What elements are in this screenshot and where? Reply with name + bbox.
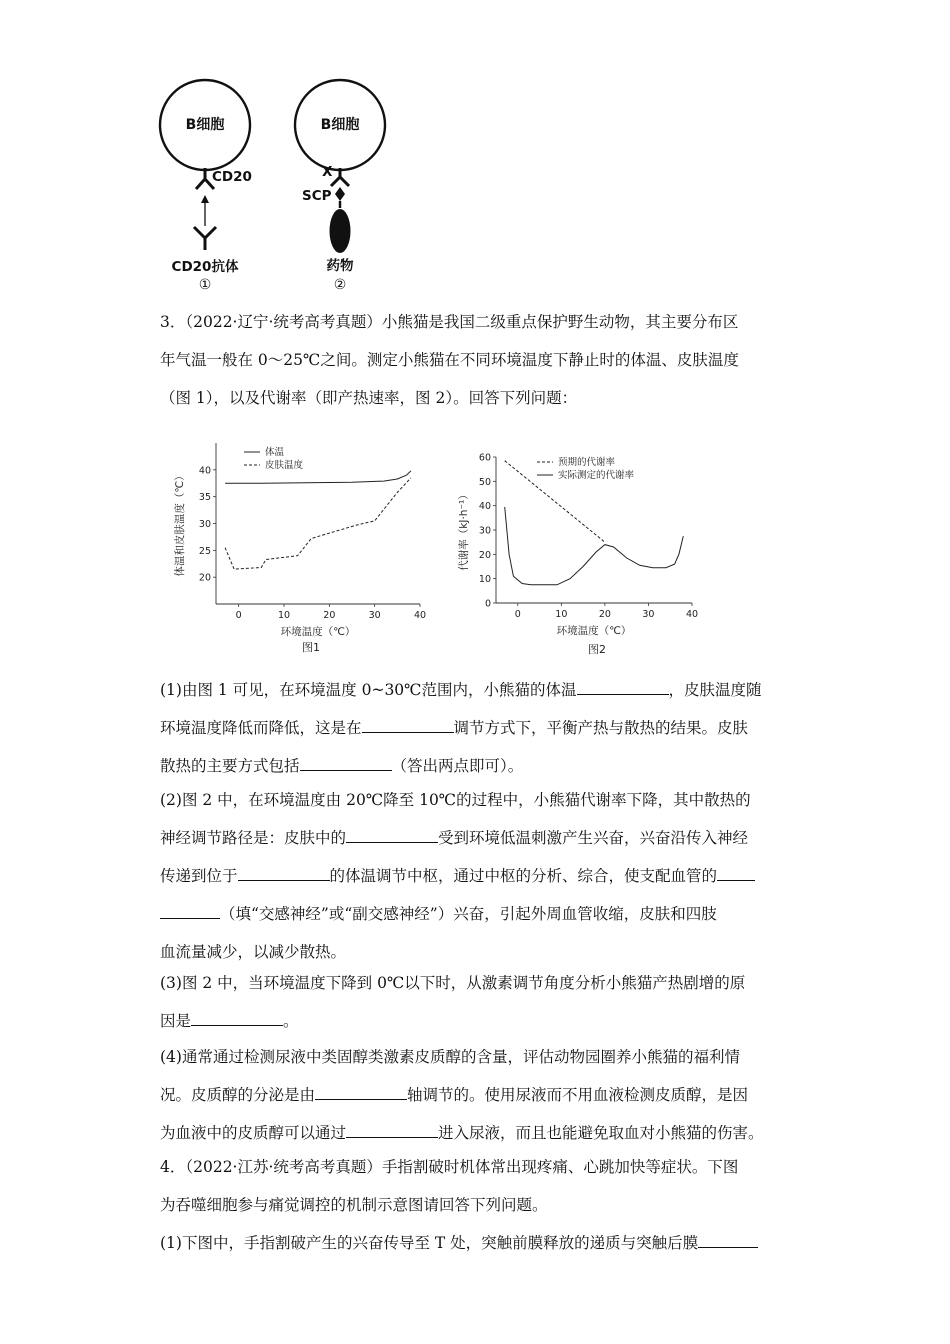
y-tick-label: 40 bbox=[198, 465, 211, 477]
figure-1-caption: 图1 bbox=[302, 641, 320, 654]
figure-2-caption: 图2 bbox=[588, 643, 606, 656]
x-label: X bbox=[322, 164, 333, 180]
answer-blank[interactable] bbox=[191, 1007, 283, 1026]
answer-blank[interactable] bbox=[238, 862, 330, 881]
text-line: 4．（2022·江苏·统考高考真题）手指割破时机体常出现疼痛、心跳加快等症状。下图 bbox=[160, 1158, 739, 1176]
cell-diagram bbox=[150, 68, 410, 298]
right-diagram bbox=[295, 80, 385, 293]
b-cell-label: B细胞 bbox=[185, 117, 225, 133]
y-tick-label: 10 bbox=[478, 574, 491, 586]
q3-part1 bbox=[160, 671, 800, 785]
answer-blank-continued[interactable] bbox=[160, 900, 220, 919]
text-line: 况。皮质醇的分泌是由 轴调节的。使用尿液而不用血液检测皮质醇，是因 bbox=[160, 1076, 800, 1114]
text-line: 血流量减少，以减少散热。 bbox=[160, 943, 347, 961]
figure-2-chart bbox=[455, 440, 705, 660]
text-line: 神经调节路径是：皮肤中的 受到环境低温刺激产生兴奋，兴奋沿传入神经 bbox=[160, 819, 800, 857]
y-tick-label: 50 bbox=[478, 476, 491, 488]
q3-part3 bbox=[160, 964, 800, 1040]
y-tick-label: 0 bbox=[484, 598, 491, 610]
x-axis-label: 环境温度（℃） bbox=[280, 626, 356, 638]
left-diagram bbox=[160, 80, 252, 293]
drug-label: 药物 bbox=[326, 258, 354, 274]
q3-part2 bbox=[160, 781, 800, 971]
x-tick-label: 0 bbox=[235, 610, 242, 621]
x-tick-label: 30 bbox=[642, 609, 655, 620]
y-tick-label: 20 bbox=[478, 549, 491, 561]
legend-entry: 实际测定的代谢率 bbox=[558, 470, 635, 481]
cd20-label: CD20 bbox=[212, 169, 252, 185]
drug-ellipse bbox=[330, 209, 351, 253]
figure-number-2: ② bbox=[333, 277, 347, 293]
text-line: 传递到位于 的体温调节中枢，通过中枢的分析、综合，使支配血管的 bbox=[160, 857, 800, 895]
y-tick-label: 30 bbox=[478, 525, 491, 537]
y-tick-label: 30 bbox=[198, 519, 211, 530]
text-line: (1)由图 1 可见，在环境温度 0~30℃范围内，小熊猫的体温 ，皮肤温度随 bbox=[160, 671, 800, 709]
x-tick-label: 20 bbox=[598, 609, 611, 620]
series-line-1 bbox=[225, 478, 411, 569]
cd20-antibody-label: CD20抗体 bbox=[171, 259, 239, 275]
legend-entry: 预期的代谢率 bbox=[558, 457, 616, 468]
x-tick-label: 40 bbox=[413, 610, 427, 621]
figure-number-1: ① bbox=[198, 277, 212, 293]
answer-blank[interactable] bbox=[346, 824, 438, 843]
y-tick-label: 20 bbox=[198, 572, 211, 584]
text-line: 3．（2022·辽宁·统考高考真题）小熊猫是我国二级重点保护野生动物，其主要分布区 bbox=[160, 313, 739, 331]
legend-entry: 体温 bbox=[265, 447, 285, 458]
text-line: 为吞噬细胞参与痛觉调控的机制示意图请回答下列问题。 bbox=[160, 1196, 548, 1214]
series-line-0 bbox=[225, 471, 411, 483]
text-line: 散热的主要方式包括 （答出两点即可）。 bbox=[160, 747, 800, 785]
series-line-1 bbox=[505, 507, 684, 585]
q4-intro bbox=[160, 1148, 800, 1262]
answer-blank[interactable] bbox=[300, 752, 392, 771]
text-line: （图 1），以及代谢率（即产热速率，图 2）。回答下列问题： bbox=[160, 389, 578, 407]
cd20-antibody-icon bbox=[194, 227, 216, 250]
answer-blank[interactable] bbox=[577, 676, 669, 695]
x-tick-label: 10 bbox=[277, 610, 291, 621]
text-line: (2)图 2 中，在环境温度由 20℃降至 10℃的过程中，小熊猫代谢率下降，其中散热的 bbox=[160, 791, 751, 809]
y-tick-label: 35 bbox=[198, 492, 211, 504]
text-line: （填“交感神经”或“副交感神经”）兴奋，引起外周血管收缩，皮肤和四肢 bbox=[160, 895, 800, 933]
text-line: (4)通常通过检测尿液中类固醇类激素皮质醇的含量，评估动物园圈养小熊猫的福利情 bbox=[160, 1048, 740, 1066]
y-tick-label: 60 bbox=[478, 452, 491, 464]
answer-blank[interactable] bbox=[315, 1081, 407, 1100]
scp-label: SCP bbox=[302, 188, 332, 204]
text-line: 年气温一般在 0～25℃之间。测定小熊猫在不同环境温度下静止时的体温、皮肤温度 bbox=[160, 351, 739, 369]
x-tick-label: 30 bbox=[368, 610, 381, 621]
text-line: 环境温度降低而降低，这是在 调节方式下，平衡产热与散热的结果。皮肤 bbox=[160, 709, 800, 747]
text-line: 因是 。 bbox=[160, 1002, 800, 1040]
y-axis-label: 体温和皮肤温度（℃） bbox=[174, 470, 186, 577]
x-axis-label: 环境温度（℃） bbox=[556, 625, 632, 637]
legend-entry: 皮肤温度 bbox=[265, 460, 304, 471]
binding-arrow bbox=[201, 195, 209, 226]
y-tick-label: 25 bbox=[198, 545, 211, 557]
scp-diamond-icon bbox=[335, 187, 345, 201]
answer-blank[interactable] bbox=[362, 714, 454, 733]
answer-blank[interactable] bbox=[698, 1229, 758, 1248]
text-line: (1)下图中，手指割破产生的兴奋传导至 T 处，突触前膜释放的递质与突触后膜 bbox=[160, 1224, 800, 1262]
y-tick-label: 40 bbox=[478, 501, 491, 513]
text-line: 为血液中的皮质醇可以通过 进入尿液，而且也能避免取血对小熊猫的伤害。 bbox=[160, 1114, 800, 1152]
q3-intro bbox=[160, 303, 800, 417]
x-tick-label: 40 bbox=[685, 609, 699, 620]
answer-blank[interactable] bbox=[346, 1119, 438, 1138]
q3-part4 bbox=[160, 1038, 800, 1152]
y-axis-label: 代谢率（kJ·h⁻¹） bbox=[458, 489, 470, 571]
text-line: (3)图 2 中，当环境温度下降到 0℃以下时，从激素调节角度分析小熊猫产热剧增的原 bbox=[160, 974, 746, 992]
x-tick-label: 20 bbox=[323, 610, 336, 621]
figure-1-chart bbox=[168, 438, 438, 658]
b-cell-label: B细胞 bbox=[320, 117, 360, 133]
x-tick-label: 10 bbox=[555, 609, 568, 620]
x-tick-label: 0 bbox=[514, 609, 521, 620]
answer-blank[interactable] bbox=[717, 862, 755, 881]
